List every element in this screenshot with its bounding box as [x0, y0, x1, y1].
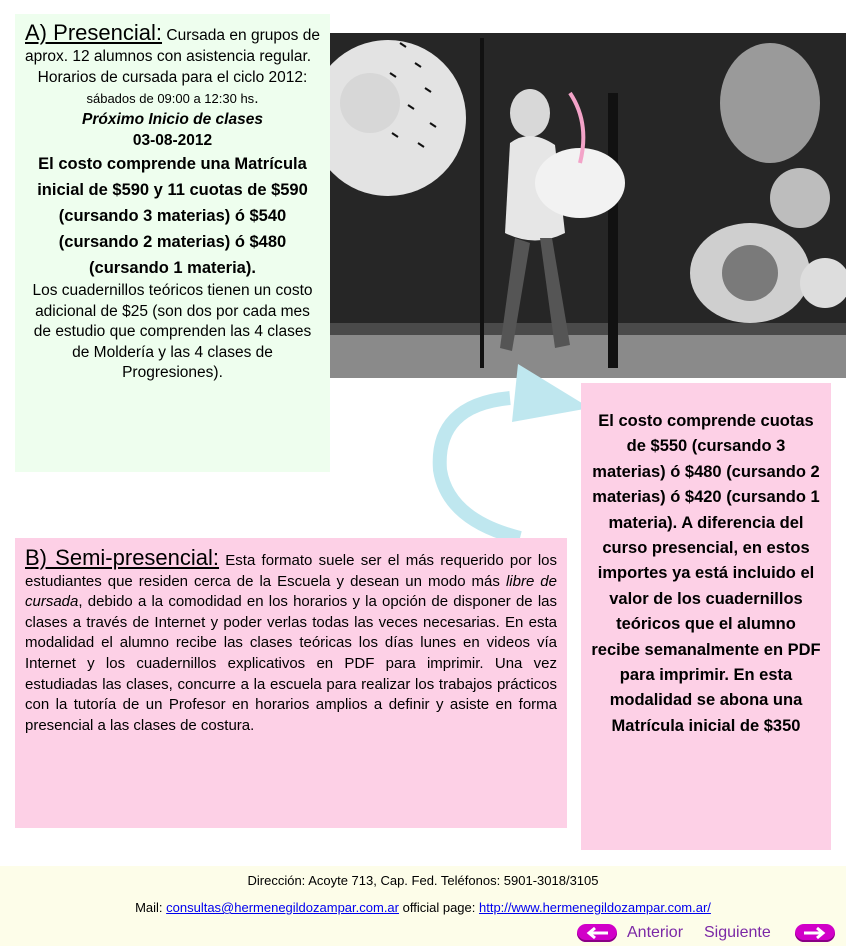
- presencial-notebooks: Los cuadernillos teóricos tienen un costo adicional de $25 (son dos por cada mes de estudio que comprenden las 4 clases de Moldería y las 4 clases de Progresiones).: [32, 282, 313, 381]
- semipresencial-heading: B) Semi-presencial:: [25, 545, 220, 570]
- semipresencial-cost-box: [581, 383, 831, 850]
- arrow-left-icon: [577, 924, 617, 942]
- mail-link[interactable]: consultas@hermenegildozampar.com.ar: [166, 900, 399, 915]
- next-button[interactable]: [795, 924, 835, 942]
- previous-label[interactable]: Anterior: [627, 924, 684, 941]
- next-start-date: 03-08-2012: [132, 132, 213, 149]
- official-label: official page:: [399, 900, 479, 915]
- semipresencial-text-2: , debido a la comodidad en los horarios y la opción de disponer de las clases a través de Internet y poder verlas todas las veces necesarias. En esta modalidad el alumno recibe las clases teóricas los días lunes en videos vía Internet y los cuadernillos explicativos en PDF para imprimir. Una vez estudiadas las clases, concurre a la escuela para realizar los trabajos prácticos con la tutoría de un Profesor en horarios amplios a definir y asiste en forma presencial a las clases de costura.: [25, 593, 557, 734]
- presencial-cost: El costo comprende una Matrícula inicial de $590 y 11 cuotas de $590 (cursando 3 materias) ó $540 (cursando 2 materias) ó $480 (cursando 1 materia).: [37, 155, 308, 277]
- footer: [0, 866, 846, 946]
- curved-arrow-icon: [400, 360, 600, 540]
- footer-address: Dirección: Acoyte 713, Cap. Fed. Teléfonos: 5901-3018/3105: [247, 873, 599, 888]
- presencial-heading: A) Presencial:: [25, 20, 163, 45]
- presencial-intro: [25, 22, 320, 67]
- presencial-schedule: [25, 67, 320, 109]
- semipresencial-cost-text: El costo comprende cuotas de $550 (cursando 3 materias) ó $480 (cursando 2 materias) ó $420 (cursando 1 materia). A diferencia del curso presencial, en estos importes ya está incluido el valor de los cuadernillos teóricos que el alumno recibe semanalmente en PDF para imprimir. En esta modalidad se abona una Matrícula inicial de $350: [591, 412, 821, 735]
- semipresencial-text-1: Esta formato suele ser el más requerido por los estudiantes que residen cerca de la Escuela y desean un modo más: [25, 552, 557, 590]
- website-link[interactable]: http://www.hermenegildozampar.com.ar/: [478, 900, 711, 915]
- mail-label: Mail:: [135, 900, 167, 915]
- fashion-photo: [330, 33, 846, 378]
- next-start-label: Próximo Inicio de clases: [82, 111, 263, 128]
- footer-contact: [0, 900, 846, 915]
- semipresencial-box: [15, 538, 567, 828]
- schedule-detail: sábados de 09:00 a 12:30 hs: [86, 91, 255, 106]
- semipresencial-text-italic: libre de cursada: [25, 572, 557, 611]
- schedule-end: .: [254, 90, 259, 107]
- arrow-right-icon: [795, 924, 835, 942]
- presencial-intro-text: Cursada en grupos de aprox. 12 alumnos con asistencia regular.: [25, 27, 320, 65]
- fashion-photo-illustration: [330, 33, 846, 378]
- presencial-box: [15, 14, 330, 472]
- next-label[interactable]: Siguiente: [704, 924, 771, 941]
- schedule-prefix: Horarios de cursada para el ciclo 2012:: [37, 69, 308, 86]
- previous-button[interactable]: [577, 924, 617, 942]
